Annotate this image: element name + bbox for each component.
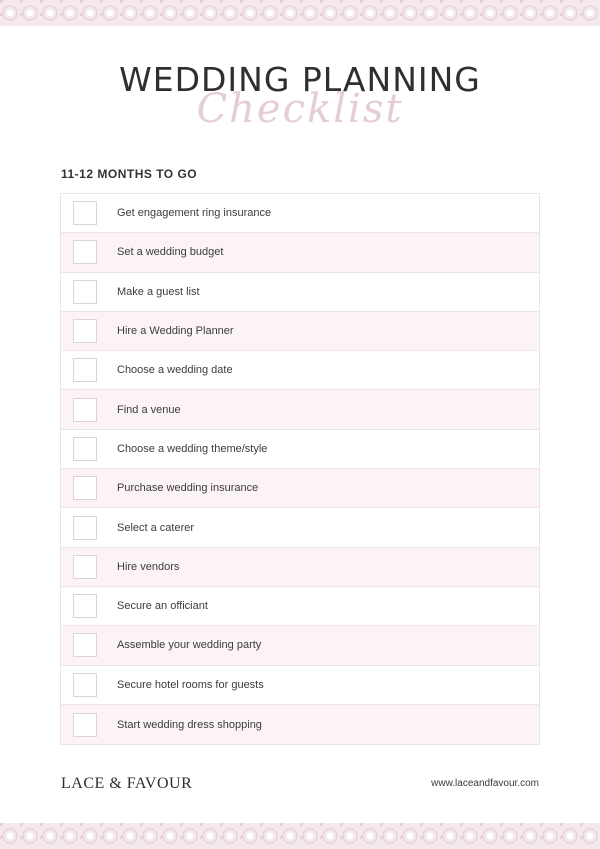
brand-logo: LACE & FAVOUR — [61, 775, 193, 792]
checkbox[interactable] — [73, 633, 97, 657]
checklist-item-label: Secure hotel rooms for guests — [117, 678, 264, 691]
checklist-item-label: Make a guest list — [117, 285, 200, 298]
checklist-row — [61, 430, 539, 469]
checkbox[interactable] — [73, 280, 97, 304]
checklist-item-label: Assemble your wedding party — [117, 639, 262, 652]
checkbox[interactable] — [73, 713, 97, 737]
checkbox[interactable] — [73, 358, 97, 382]
checklist-row — [61, 469, 539, 508]
checklist-item-label: Purchase wedding insurance — [117, 482, 259, 495]
page-subtitle-script: Checklist — [196, 86, 404, 132]
checkbox[interactable] — [73, 516, 97, 540]
checklist-row — [61, 390, 539, 429]
checkbox[interactable] — [73, 319, 97, 343]
checklist-item-label: Select a caterer — [117, 521, 195, 534]
checkbox[interactable] — [73, 555, 97, 579]
checklist-row — [61, 273, 539, 312]
checklist-row — [61, 194, 539, 233]
checkbox[interactable] — [73, 398, 97, 422]
checklist-item-label: Hire vendors — [117, 560, 180, 573]
checklist — [60, 193, 540, 745]
checklist-item-label: Get engagement ring insurance — [117, 207, 272, 220]
checklist-item-label: Set a wedding budget — [117, 246, 224, 259]
checklist-item-label: Choose a wedding theme/style — [117, 442, 268, 455]
checklist-row — [61, 312, 539, 351]
checklist-row — [61, 626, 539, 665]
checkbox[interactable] — [73, 240, 97, 264]
section-heading: 11-12 MONTHS TO GO — [61, 167, 198, 181]
lace-border-bottom — [0, 823, 600, 849]
checkbox[interactable] — [73, 476, 97, 500]
checkbox[interactable] — [73, 437, 97, 461]
checklist-item-label: Secure an officiant — [117, 600, 208, 613]
checkbox[interactable] — [73, 673, 97, 697]
checklist-item-label: Find a venue — [117, 403, 181, 416]
checkbox[interactable] — [73, 201, 97, 225]
checklist-row — [61, 587, 539, 626]
checklist-item-label: Start wedding dress shopping — [117, 718, 262, 731]
website-url[interactable]: www.laceandfavour.com — [431, 778, 539, 789]
checklist-row — [61, 508, 539, 547]
checklist-row — [61, 666, 539, 705]
checklist-row — [61, 233, 539, 272]
checklist-item-label: Choose a wedding date — [117, 364, 233, 377]
checklist-item-label: Hire a Wedding Planner — [117, 325, 234, 338]
checklist-row — [61, 548, 539, 587]
checkbox[interactable] — [73, 594, 97, 618]
checklist-row — [61, 351, 539, 390]
lace-border-top — [0, 0, 600, 26]
page-title: WEDDING PLANNING — [119, 60, 481, 99]
checklist-row — [61, 705, 539, 744]
